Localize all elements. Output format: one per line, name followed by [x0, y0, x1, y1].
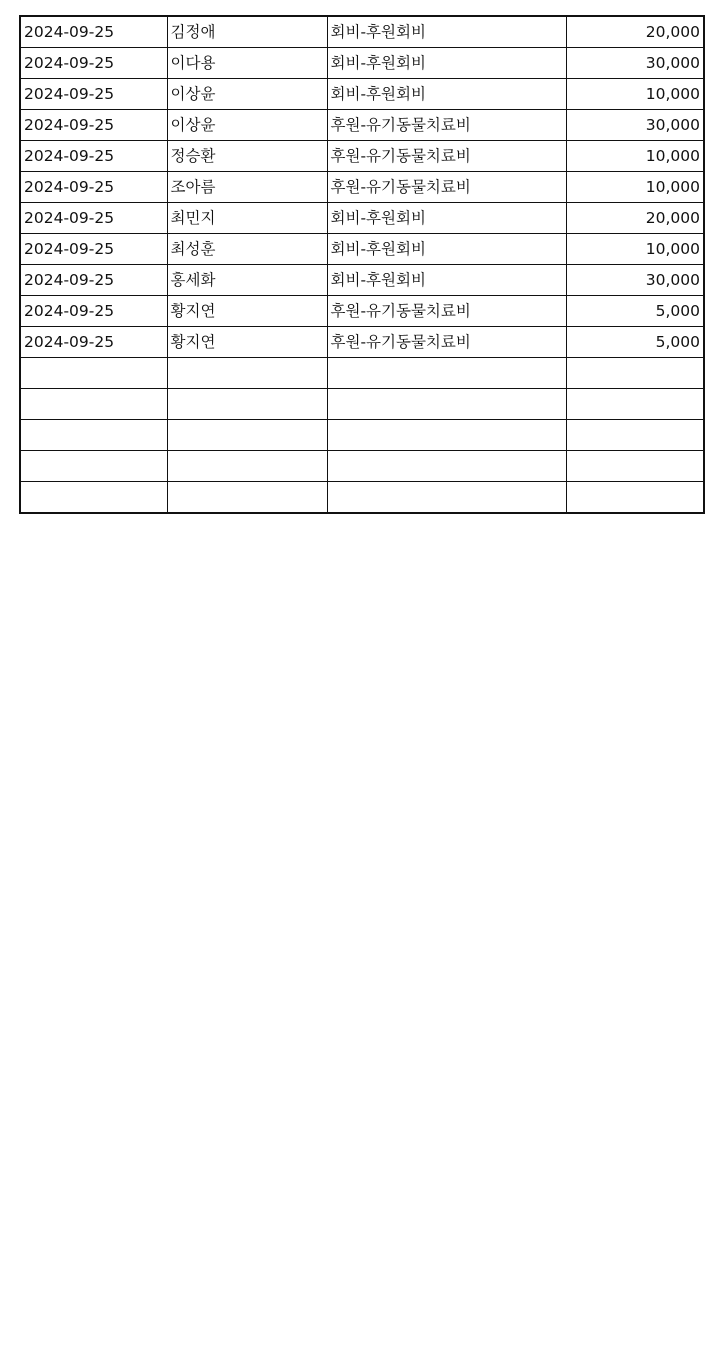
item-cell: 회비-후원회비 [327, 234, 566, 265]
item-cell: 회비-후원회비 [327, 48, 566, 79]
amount-cell: 10,000 [566, 141, 704, 172]
table-row [20, 79, 704, 110]
name-cell: 이다용 [167, 48, 327, 79]
item-cell: 후원-유기동물치료비 [327, 110, 566, 141]
date-cell: 2024-09-25 [20, 141, 167, 172]
amount-cell: 5,000 [566, 296, 704, 327]
amount-cell: 20,000 [566, 203, 704, 234]
item-cell [327, 482, 566, 514]
amount-cell: 30,000 [566, 265, 704, 296]
date-cell: 2024-09-25 [20, 234, 167, 265]
item-cell: 후원-유기동물치료비 [327, 327, 566, 358]
amount-cell [566, 451, 704, 482]
table-row [20, 172, 704, 203]
item-cell [327, 420, 566, 451]
item-cell [327, 358, 566, 389]
donation-ledger-table [19, 15, 705, 514]
empty-table-row [20, 420, 704, 451]
amount-cell: 5,000 [566, 327, 704, 358]
name-cell: 황지연 [167, 296, 327, 327]
date-cell: 2024-09-25 [20, 172, 167, 203]
amount-cell: 10,000 [566, 79, 704, 110]
amount-cell [566, 389, 704, 420]
name-cell: 김정애 [167, 16, 327, 48]
date-cell [20, 420, 167, 451]
amount-cell: 20,000 [566, 16, 704, 48]
amount-cell: 10,000 [566, 172, 704, 203]
name-cell: 최성훈 [167, 234, 327, 265]
name-cell [167, 358, 327, 389]
table-row [20, 203, 704, 234]
date-cell [20, 389, 167, 420]
item-cell [327, 389, 566, 420]
name-cell: 정승환 [167, 141, 327, 172]
table-row [20, 48, 704, 79]
date-cell: 2024-09-25 [20, 79, 167, 110]
item-cell: 회비-후원회비 [327, 203, 566, 234]
ledger-body [20, 16, 704, 513]
name-cell [167, 451, 327, 482]
table-row [20, 296, 704, 327]
item-cell: 회비-후원회비 [327, 16, 566, 48]
date-cell: 2024-09-25 [20, 16, 167, 48]
item-cell [327, 451, 566, 482]
name-cell: 황지연 [167, 327, 327, 358]
name-cell: 조아름 [167, 172, 327, 203]
empty-table-row [20, 389, 704, 420]
empty-table-row [20, 482, 704, 514]
name-cell: 최민지 [167, 203, 327, 234]
amount-cell: 30,000 [566, 110, 704, 141]
item-cell: 회비-후원회비 [327, 265, 566, 296]
table-row [20, 110, 704, 141]
amount-cell [566, 358, 704, 389]
amount-cell: 30,000 [566, 48, 704, 79]
date-cell: 2024-09-25 [20, 327, 167, 358]
name-cell: 이상윤 [167, 79, 327, 110]
table-row [20, 16, 704, 48]
date-cell: 2024-09-25 [20, 296, 167, 327]
date-cell [20, 451, 167, 482]
item-cell: 후원-유기동물치료비 [327, 296, 566, 327]
amount-cell [566, 420, 704, 451]
empty-table-row [20, 451, 704, 482]
table-row [20, 265, 704, 296]
item-cell: 후원-유기동물치료비 [327, 172, 566, 203]
date-cell: 2024-09-25 [20, 265, 167, 296]
table-row [20, 141, 704, 172]
date-cell [20, 482, 167, 514]
amount-cell: 10,000 [566, 234, 704, 265]
table-row [20, 327, 704, 358]
amount-cell [566, 482, 704, 514]
date-cell [20, 358, 167, 389]
item-cell: 회비-후원회비 [327, 79, 566, 110]
date-cell: 2024-09-25 [20, 203, 167, 234]
name-cell [167, 482, 327, 514]
name-cell [167, 420, 327, 451]
empty-table-row [20, 358, 704, 389]
date-cell: 2024-09-25 [20, 48, 167, 79]
name-cell: 이상윤 [167, 110, 327, 141]
name-cell [167, 389, 327, 420]
date-cell: 2024-09-25 [20, 110, 167, 141]
table-row [20, 234, 704, 265]
item-cell: 후원-유기동물치료비 [327, 141, 566, 172]
name-cell: 홍세화 [167, 265, 327, 296]
